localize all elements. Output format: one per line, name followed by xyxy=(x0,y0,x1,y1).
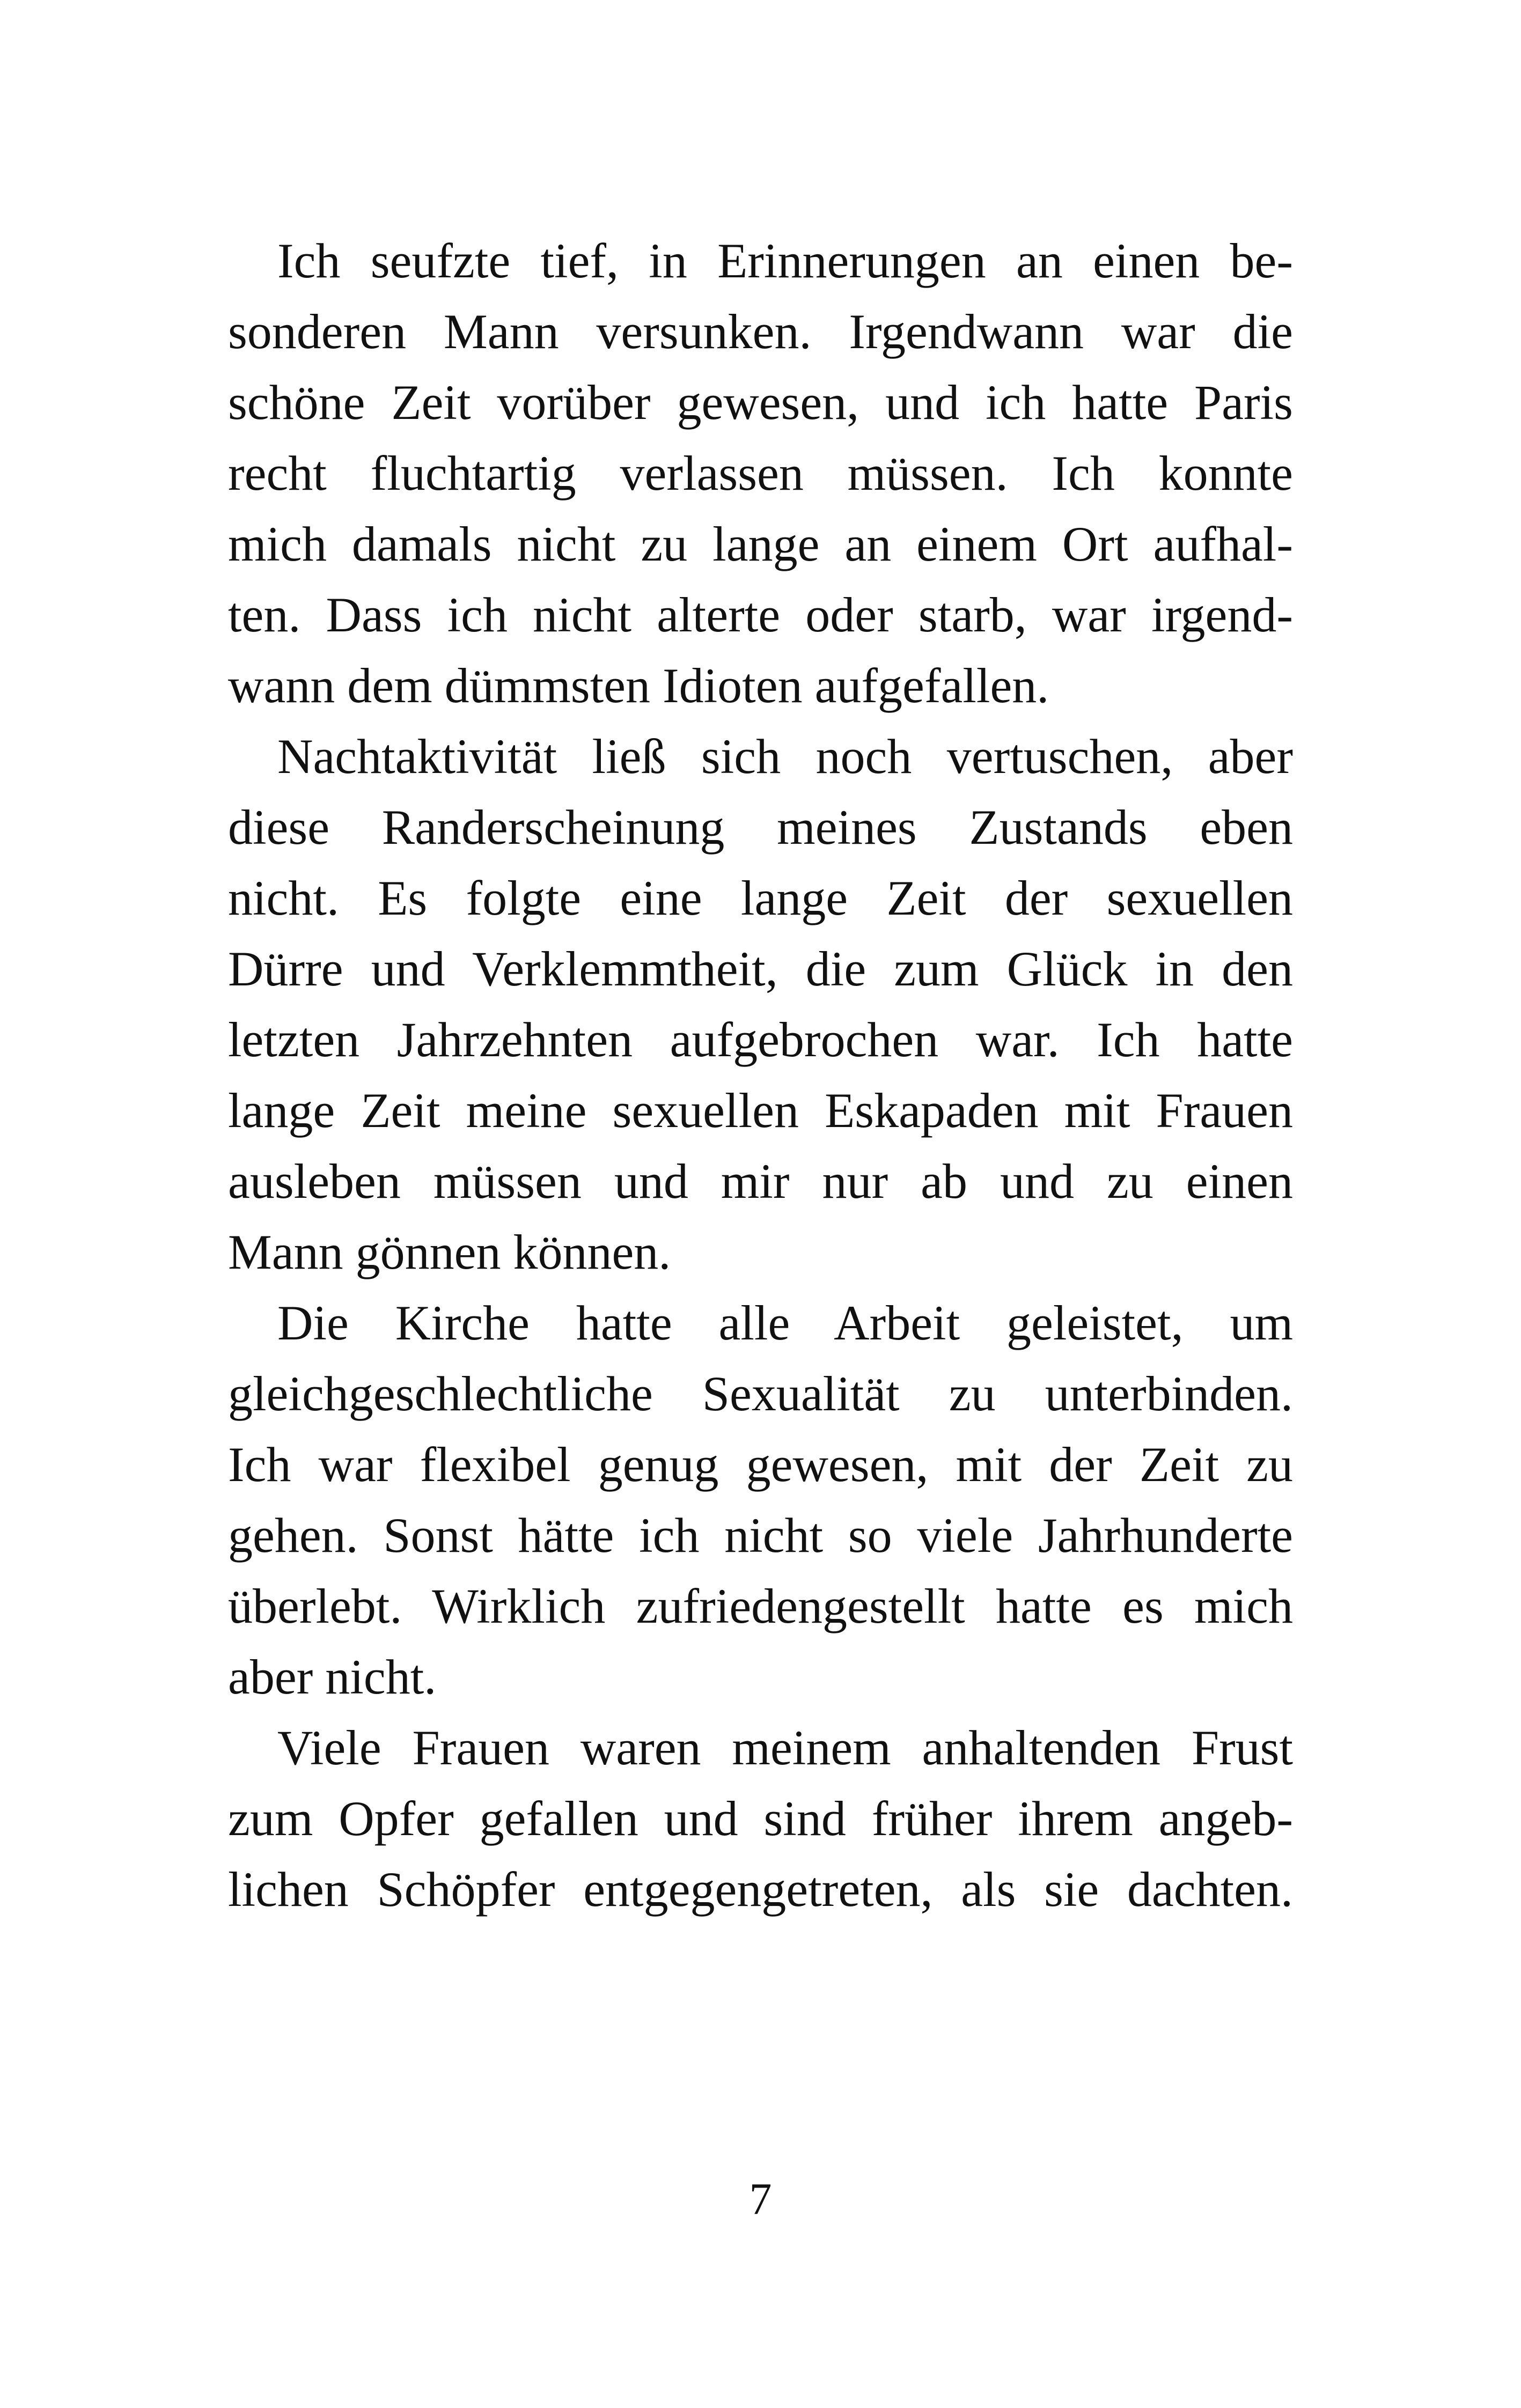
text-line: ten. Dass ich nicht alterte oder starb, war irgend- xyxy=(228,587,1293,642)
text-line: wann dem dümmsten Idioten aufgefallen. xyxy=(228,658,1049,713)
text-line: diese Randerscheinung meines Zustands eben xyxy=(228,800,1293,855)
text-line: Viele Frauen waren meinem anhaltenden Frust xyxy=(277,1720,1293,1775)
text-line: zum Opfer gefallen und sind früher ihrem angeb- xyxy=(228,1791,1293,1846)
paragraph-3 xyxy=(228,1287,1293,1712)
paragraph-2 xyxy=(228,721,1293,1287)
text-line: aber nicht. xyxy=(228,1649,437,1704)
paragraph-1 xyxy=(228,225,1293,721)
text-line: überlebt. Wirklich zufriedengestellt hatte es mich xyxy=(228,1579,1293,1633)
text-line: schöne Zeit vorüber gewesen, und ich hatte Paris xyxy=(228,375,1293,430)
text-line: sonderen Mann versunken. Irgendwann war die xyxy=(228,304,1293,359)
text-line: Dürre und Verklemmtheit, die zum Glück in den xyxy=(228,941,1293,996)
body-text xyxy=(228,225,1293,1925)
text-line: recht fluchtartig verlassen müssen. Ich konnte xyxy=(228,446,1293,500)
text-line: Nachtaktivität ließ sich noch vertuschen, aber xyxy=(277,729,1293,784)
text-line: gehen. Sonst hätte ich nicht so viele Jahrhunderte xyxy=(228,1508,1293,1563)
text-line: Ich seufzte tief, in Erinnerungen an einen be- xyxy=(277,233,1293,288)
text-line: lichen Schöpfer entgegengetreten, als sie dachten. xyxy=(228,1862,1293,1917)
text-line: Die Kirche hatte alle Arbeit geleistet, um xyxy=(277,1295,1293,1350)
text-line: gleichgeschlechtliche Sexualität zu unterbinden. xyxy=(228,1366,1293,1421)
text-line: letzten Jahrzehnten aufgebrochen war. Ich hatte xyxy=(228,1012,1293,1067)
page-number: 7 xyxy=(749,2174,772,2224)
text-line: ausleben müssen und mir nur ab und zu einen xyxy=(228,1154,1293,1209)
text-line: Mann gönnen können. xyxy=(228,1225,671,1279)
text-line: Ich war flexibel genug gewesen, mit der Zeit zu xyxy=(228,1437,1293,1492)
paragraph-4 xyxy=(228,1712,1293,1925)
text-line: nicht. Es folgte eine lange Zeit der sexuellen xyxy=(228,871,1293,925)
text-line: mich damals nicht zu lange an einem Ort aufhal- xyxy=(228,517,1293,571)
text-line: lange Zeit meine sexuellen Eskapaden mit Frauen xyxy=(228,1083,1293,1138)
